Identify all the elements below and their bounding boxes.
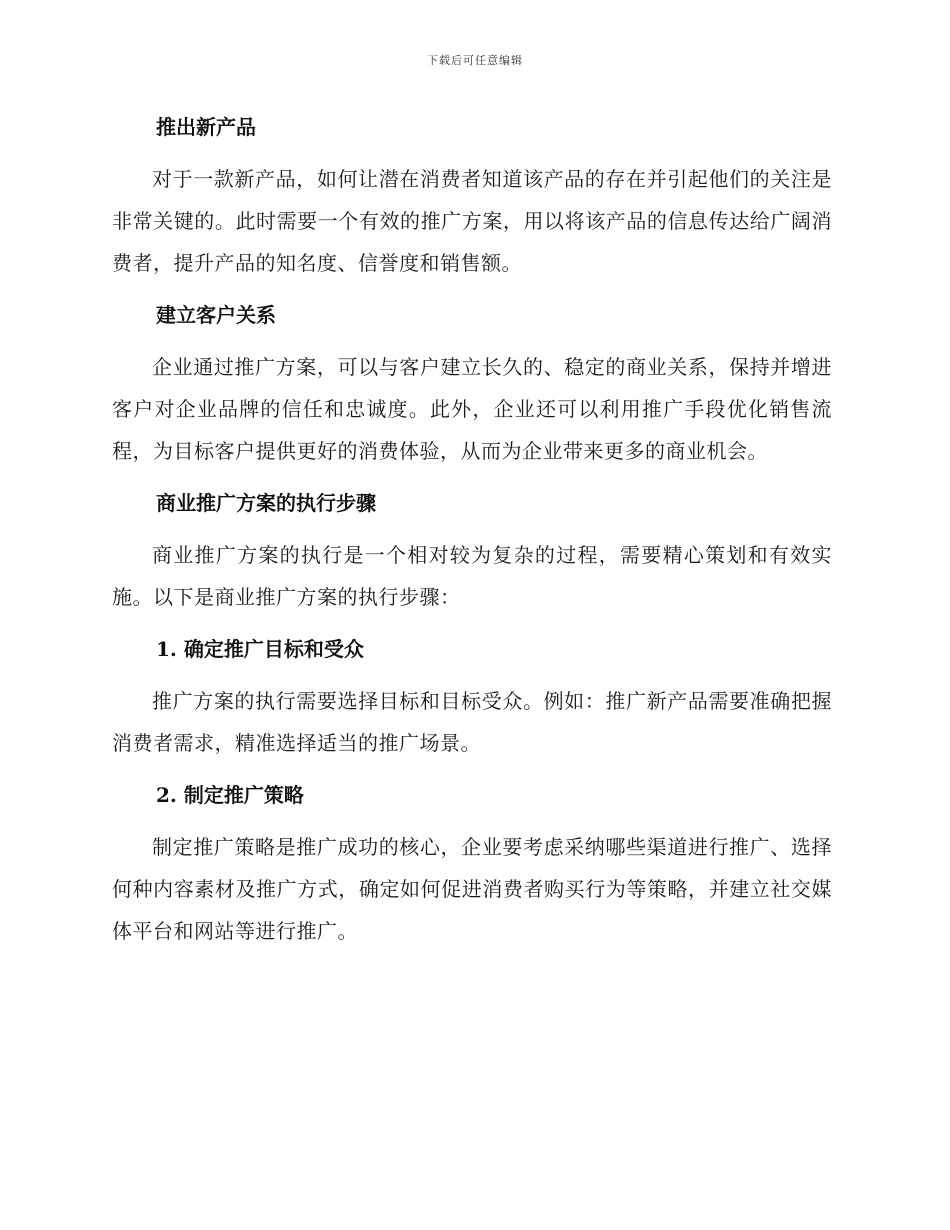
section-paragraph-customer-relations: 企业通过推广方案，可以与客户建立长久的、稳定的商业关系，保持并增进客户对企业品牌的信任和忠诚度。此外，企业还可以利用推广手段优化销售流程，为目标客户提供更好的消费体验，从而为企业带来更多的商业机会。 (112, 355, 832, 463)
section-paragraph-step-2: 制定推广策略是推广成功的核心，企业要考虑采纳哪些渠道进行推广、选择何种内容素材及推广方式，确定如何促进消费者购买行为等策略，并建立社交媒体平台和网站等进行推广。 (112, 835, 832, 943)
section-heading-launch-product: 推出新产品 (156, 115, 256, 139)
section-paragraph-execution-steps: 商业推广方案的执行是一个相对较为复杂的过程，需要精心策划和有效实施。以下是商业推广方案的执行步骤： (112, 543, 832, 609)
section-paragraph-launch-product: 对于一款新产品，如何让潜在消费者知道该产品的存在并引起他们的关注是非常关键的。此时需要一个有效的推广方案，用以将该产品的信息传达给广阔消费者，提升产品的知名度、信誉度和销售额。 (112, 167, 832, 275)
section-heading-step-2: 2. 制定推广策略 (156, 783, 304, 807)
section-paragraph-step-1: 推广方案的执行需要选择目标和目标受众。例如：推广新产品需要准确把握消费者需求，精准选择适当的推广场景。 (112, 689, 832, 755)
page-header: 下载后可任意编辑 (427, 54, 523, 67)
section-heading-execution-steps: 商业推广方案的执行步骤 (156, 491, 376, 515)
section-heading-step-1: 1. 确定推广目标和受众 (156, 637, 364, 661)
section-heading-customer-relations: 建立客户关系 (156, 303, 276, 327)
document-body (112, 108, 832, 952)
